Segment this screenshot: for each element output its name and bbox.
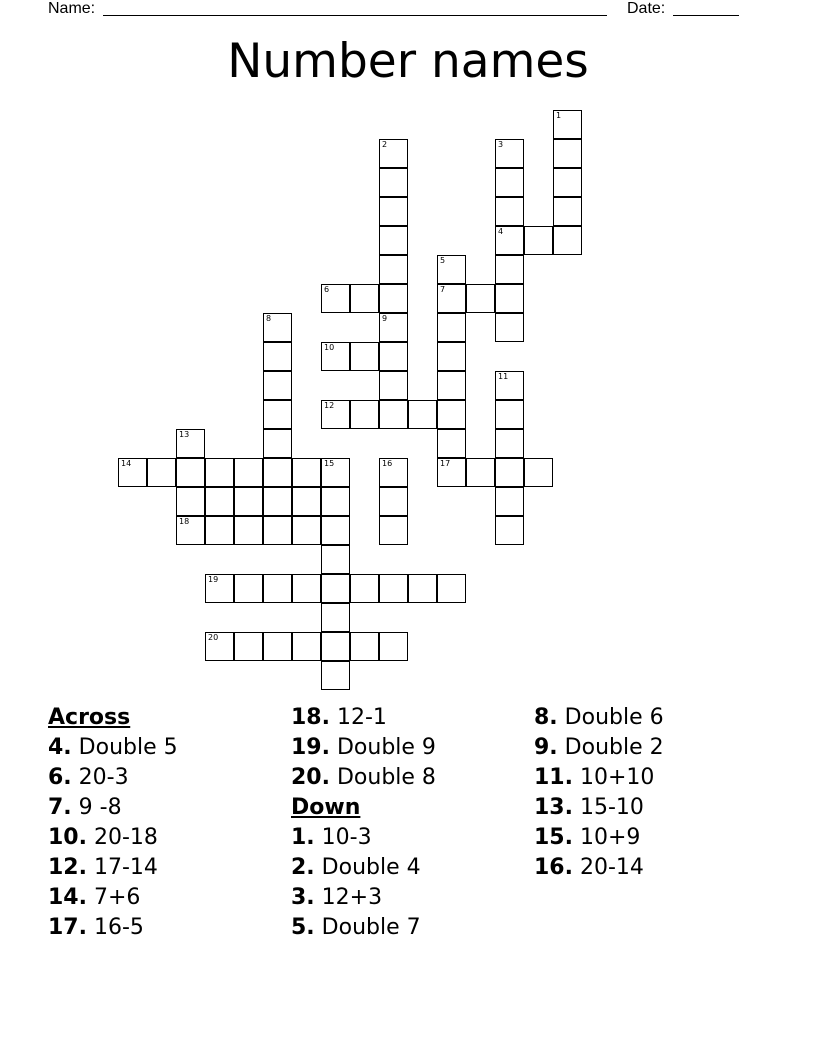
clue-item (534, 823, 664, 853)
cell-number: 12 (324, 401, 335, 410)
grid-cell[interactable] (495, 168, 524, 197)
grid-cell[interactable] (263, 516, 292, 545)
grid-cell[interactable] (495, 139, 524, 168)
grid-cell[interactable] (205, 458, 234, 487)
clue-number: 16. (534, 855, 573, 880)
clues-column-1 (48, 703, 178, 943)
grid-cell[interactable] (379, 574, 408, 603)
grid-cell[interactable] (466, 284, 495, 313)
clue-number: 19. (291, 735, 330, 760)
clue-number: 18. (291, 705, 330, 730)
grid-cell[interactable] (524, 226, 553, 255)
grid-cell[interactable] (408, 400, 437, 429)
grid-cell[interactable] (263, 371, 292, 400)
grid-cell[interactable] (379, 313, 408, 342)
clue-number: 8. (534, 705, 558, 730)
clue-item (48, 853, 178, 883)
grid-cell[interactable] (176, 458, 205, 487)
grid-cell[interactable] (379, 168, 408, 197)
grid-cell[interactable] (321, 342, 350, 371)
clue-number: 17. (48, 915, 87, 940)
clue-number: 13. (534, 795, 573, 820)
page-title: Number names (227, 34, 589, 89)
grid-cell[interactable] (350, 284, 379, 313)
grid-cell[interactable] (437, 284, 466, 313)
grid-cell[interactable] (263, 400, 292, 429)
grid-cell[interactable] (205, 632, 234, 661)
grid-cell[interactable] (466, 458, 495, 487)
clue-text: Double 7 (321, 915, 421, 940)
clue-number: 11. (534, 765, 573, 790)
clue-item (291, 883, 436, 913)
grid-cell[interactable] (147, 458, 176, 487)
grid-cell[interactable] (553, 226, 582, 255)
clues-column-3 (534, 703, 664, 883)
clue-item (291, 853, 436, 883)
clue-text: 20-14 (579, 855, 644, 880)
grid-cell[interactable] (321, 545, 350, 574)
clue-item (534, 853, 664, 883)
clue-number: 6. (48, 765, 72, 790)
clue-text: Double 2 (564, 735, 664, 760)
cell-number: 16 (382, 459, 393, 468)
clue-number: 7. (48, 795, 72, 820)
grid-cell[interactable] (408, 574, 437, 603)
grid-cell[interactable] (234, 574, 263, 603)
clue-item (534, 703, 664, 733)
cell-number: 13 (179, 430, 190, 439)
grid-cell[interactable] (292, 458, 321, 487)
clue-text: 12-1 (336, 705, 387, 730)
clue-item (291, 733, 436, 763)
grid-cell[interactable] (176, 487, 205, 516)
grid-cell[interactable] (379, 342, 408, 371)
grid-cell[interactable] (292, 516, 321, 545)
clue-item (48, 883, 178, 913)
grid-cell[interactable] (437, 313, 466, 342)
cell-number: 6 (324, 285, 330, 294)
grid-cell[interactable] (495, 371, 524, 400)
grid-cell[interactable] (379, 458, 408, 487)
cell-number: 1 (556, 111, 562, 120)
clue-item (48, 823, 178, 853)
grid-cell[interactable] (263, 429, 292, 458)
clue-item (291, 703, 436, 733)
grid-cell[interactable] (321, 487, 350, 516)
grid-cell[interactable] (350, 574, 379, 603)
clue-number: 15. (534, 825, 573, 850)
clue-number: 4. (48, 735, 72, 760)
grid-cell[interactable] (350, 400, 379, 429)
clue-number: 9. (534, 735, 558, 760)
clue-text: 16-5 (93, 915, 144, 940)
grid-cell[interactable] (379, 284, 408, 313)
grid-cell[interactable] (379, 487, 408, 516)
grid-cell[interactable] (495, 313, 524, 342)
grid-cell[interactable] (553, 139, 582, 168)
grid-cell[interactable] (437, 255, 466, 284)
grid-cell[interactable] (379, 139, 408, 168)
clue-number: 1. (291, 825, 315, 850)
cell-number: 9 (382, 314, 388, 323)
grid-cell[interactable] (205, 487, 234, 516)
clue-text: 7+6 (93, 885, 141, 910)
cell-number: 19 (208, 575, 219, 584)
grid-cell[interactable] (263, 487, 292, 516)
grid-cell[interactable] (263, 458, 292, 487)
clue-text: 10+9 (579, 825, 641, 850)
grid-cell[interactable] (524, 458, 553, 487)
cell-number: 17 (440, 459, 451, 468)
cell-number: 7 (440, 285, 446, 294)
grid-cell[interactable] (379, 197, 408, 226)
grid-cell[interactable] (292, 574, 321, 603)
grid-cell[interactable] (321, 516, 350, 545)
clue-item (48, 763, 178, 793)
grid-cell[interactable] (321, 661, 350, 690)
grid-cell[interactable] (234, 516, 263, 545)
grid-cell[interactable] (437, 429, 466, 458)
clue-item (534, 793, 664, 823)
clue-number: 2. (291, 855, 315, 880)
cell-number: 4 (498, 227, 504, 236)
grid-cell[interactable] (495, 487, 524, 516)
clue-text: 15-10 (579, 795, 644, 820)
grid-cell[interactable] (176, 516, 205, 545)
clues-column-2 (291, 703, 436, 943)
grid-cell[interactable] (553, 110, 582, 139)
cell-number: 20 (208, 633, 219, 642)
cell-number: 15 (324, 459, 335, 468)
grid-cell[interactable] (495, 516, 524, 545)
cell-number: 2 (382, 140, 388, 149)
clue-text: 17-14 (93, 855, 158, 880)
clue-item (291, 763, 436, 793)
clue-item (48, 793, 178, 823)
grid-cell[interactable] (234, 458, 263, 487)
grid-cell[interactable] (205, 574, 234, 603)
grid-cell[interactable] (379, 516, 408, 545)
clue-text: 20-3 (78, 765, 129, 790)
clue-item (48, 733, 178, 763)
grid-cell[interactable] (292, 487, 321, 516)
clue-item (48, 913, 178, 943)
grid-cell[interactable] (205, 516, 234, 545)
grid-cell[interactable] (495, 284, 524, 313)
grid-cell[interactable] (379, 371, 408, 400)
cell-number: 8 (266, 314, 272, 323)
clue-item (291, 913, 436, 943)
grid-cell[interactable] (321, 284, 350, 313)
grid-cell[interactable] (321, 458, 350, 487)
grid-cell[interactable] (118, 458, 147, 487)
grid-cell[interactable] (553, 197, 582, 226)
cell-number: 5 (440, 256, 446, 265)
grid-cell[interactable] (292, 632, 321, 661)
grid-cell[interactable] (437, 342, 466, 371)
grid-cell[interactable] (350, 342, 379, 371)
grid-cell[interactable] (437, 458, 466, 487)
grid-cell[interactable] (437, 400, 466, 429)
grid-cell[interactable] (495, 255, 524, 284)
grid-cell[interactable] (321, 574, 350, 603)
clue-text: Double 6 (564, 705, 664, 730)
grid-cell[interactable] (495, 458, 524, 487)
across-heading: Across (48, 705, 131, 730)
grid-cell[interactable] (495, 400, 524, 429)
grid-cell[interactable] (350, 632, 379, 661)
grid-cell[interactable] (263, 342, 292, 371)
grid-cell[interactable] (553, 168, 582, 197)
clue-text: 10-3 (321, 825, 372, 850)
name-label: Name: (48, 0, 96, 17)
clue-number: 3. (291, 885, 315, 910)
clue-text: 9 -8 (78, 795, 122, 820)
clue-number: 20. (291, 765, 330, 790)
down-heading: Down (291, 795, 361, 820)
grid-cell[interactable] (263, 313, 292, 342)
clue-text: Double 5 (78, 735, 178, 760)
grid-cell[interactable] (263, 574, 292, 603)
clue-text: Double 4 (321, 855, 421, 880)
date-label: Date: (627, 0, 666, 17)
grid-cell[interactable] (437, 574, 466, 603)
grid-cell[interactable] (495, 429, 524, 458)
clue-number: 12. (48, 855, 87, 880)
cell-number: 10 (324, 343, 335, 352)
clue-text: 20-18 (93, 825, 158, 850)
grid-cell[interactable] (495, 226, 524, 255)
grid-cell[interactable] (263, 632, 292, 661)
clue-text: 10+10 (579, 765, 655, 790)
grid-cell[interactable] (495, 197, 524, 226)
grid-cell[interactable] (321, 632, 350, 661)
cell-number: 11 (498, 372, 509, 381)
grid-cell[interactable] (321, 603, 350, 632)
clue-text: Double 8 (336, 765, 436, 790)
grid-cell[interactable] (321, 400, 350, 429)
grid-cell[interactable] (379, 226, 408, 255)
grid-cell[interactable] (379, 632, 408, 661)
clue-number: 14. (48, 885, 87, 910)
grid-cell[interactable] (234, 487, 263, 516)
grid-cell[interactable] (176, 429, 205, 458)
grid-cell[interactable] (437, 371, 466, 400)
clue-text: 12+3 (321, 885, 383, 910)
clue-item (534, 733, 664, 763)
cell-number: 18 (179, 517, 190, 526)
cell-number: 3 (498, 140, 504, 149)
cell-number: 14 (121, 459, 132, 468)
clue-text: Double 9 (336, 735, 436, 760)
clue-item (291, 823, 436, 853)
clue-number: 5. (291, 915, 315, 940)
grid-cell[interactable] (234, 632, 263, 661)
clue-number: 10. (48, 825, 87, 850)
grid-cell[interactable] (379, 400, 408, 429)
clue-item (534, 763, 664, 793)
grid-cell[interactable] (379, 255, 408, 284)
